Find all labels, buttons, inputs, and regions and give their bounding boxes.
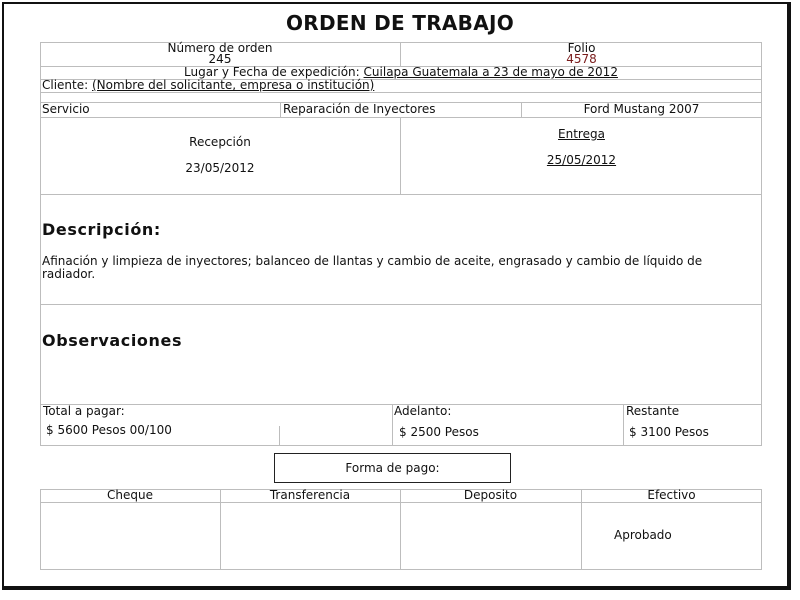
divider — [279, 426, 280, 446]
payment-col-cheque: Cheque — [107, 488, 153, 502]
observations-heading: Observaciones — [42, 331, 183, 350]
remaining-label: Restante — [626, 404, 680, 418]
divider — [280, 102, 281, 117]
divider — [40, 194, 762, 195]
description-text: Afinación y limpieza de inyectores; balanceo de llantas y cambio de aceite, engrasado y cambio de líquido de radiador. — [42, 254, 703, 281]
reception-date: 23/05/2012 — [185, 161, 255, 175]
place-date-value: Cuilapa Guatemala a 23 de mayo de 2012 — [363, 65, 618, 79]
delivery-label: Entrega — [558, 127, 605, 141]
vehicle-value: Ford Mustang 2007 — [583, 102, 700, 116]
document-title: ORDEN DE TRABAJO — [285, 11, 515, 35]
divider — [623, 404, 624, 446]
delivery-date: 25/05/2012 — [546, 153, 617, 167]
divider — [40, 92, 762, 93]
payment-method-label: Forma de pago: — [345, 461, 440, 475]
order-number-value: 245 — [208, 52, 232, 66]
description-heading: Descripción: — [42, 220, 161, 239]
payment-col-efectivo: Efectivo — [647, 488, 696, 502]
remaining-value: $ 3100 Pesos — [629, 425, 709, 439]
total-value: $ 5600 Pesos 00/100 — [46, 423, 172, 437]
reception-label: Recepción — [189, 135, 251, 149]
payment-method-box — [274, 453, 511, 483]
divider — [40, 502, 762, 503]
client-label: Cliente: — [42, 78, 89, 92]
service-label: Servicio — [42, 102, 90, 116]
folio-value: 4578 — [566, 52, 597, 66]
order-number-label: Número de orden — [167, 41, 273, 55]
payment-col-transferencia: Transferencia — [269, 488, 351, 502]
service-value: Reparación de Inyectores — [283, 102, 436, 116]
divider — [392, 404, 393, 446]
advance-value: $ 2500 Pesos — [399, 425, 479, 439]
payment-status: Aprobado — [614, 528, 672, 542]
divider — [40, 117, 762, 118]
total-label: Total a pagar: — [43, 404, 125, 418]
place-date-label: Lugar y Fecha de expedición: — [184, 65, 360, 79]
advance-label: Adelanto: — [394, 404, 452, 418]
payment-col-deposito: Deposito — [463, 488, 518, 502]
folio-label: Folio — [567, 41, 596, 55]
divider — [40, 304, 762, 305]
client-value: (Nombre del solicitante, empresa o institución) — [92, 78, 375, 92]
client-row — [42, 79, 374, 92]
